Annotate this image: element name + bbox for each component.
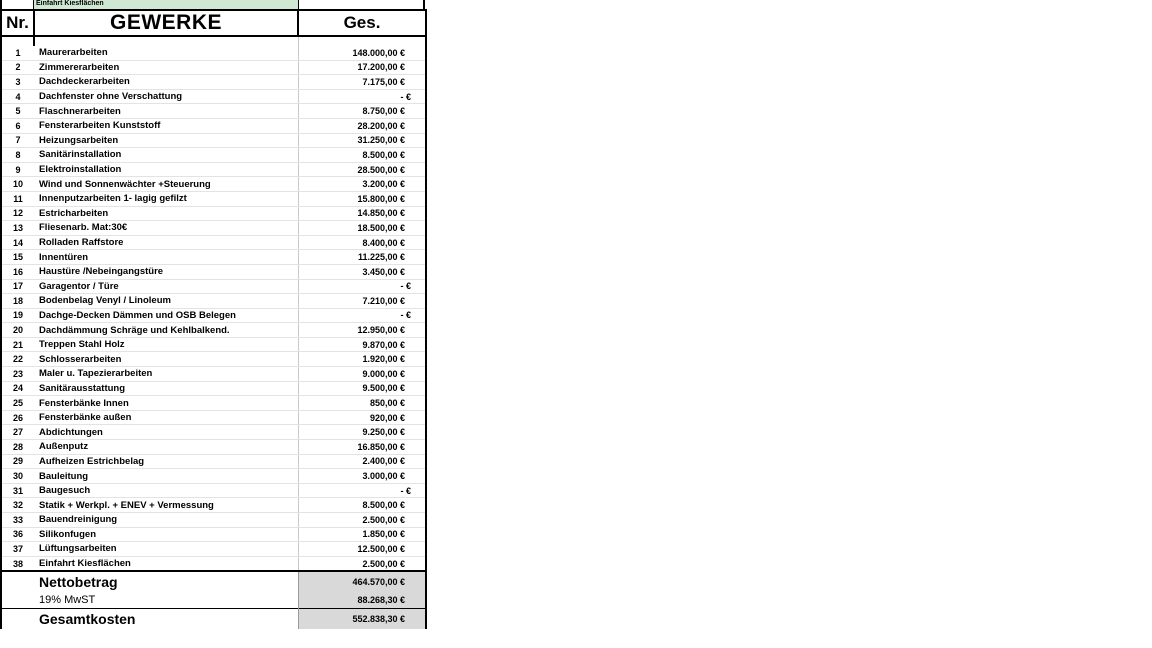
header-spacer-row <box>1 36 426 46</box>
cell-nr: 29 <box>1 454 34 469</box>
table-row <box>1 425 426 440</box>
table-row <box>1 191 426 206</box>
table-row <box>1 294 426 309</box>
cell-nr: 12 <box>1 206 34 221</box>
cell-total: 14.850,00 € <box>298 206 426 221</box>
cell-gewerk-name: Treppen Stahl Holz <box>34 337 298 352</box>
cell-total: 31.250,00 € <box>298 133 426 148</box>
cell-total: 2.500,00 € <box>298 513 426 528</box>
cell-gewerk-name: Zimmererarbeiten <box>34 60 298 75</box>
cell-nr: 3 <box>1 75 34 90</box>
table-row <box>1 60 426 75</box>
net-total-value: 464.570,00 € <box>298 571 426 592</box>
cell-nr: 11 <box>1 191 34 206</box>
spacer-name-cell <box>34 36 298 46</box>
table-row <box>1 264 426 279</box>
cell-total: - € <box>298 483 426 498</box>
cell-gewerk-name: Rolladen Raffstore <box>34 235 298 250</box>
cell-gewerk-name: Lüftungsarbeiten <box>34 542 298 557</box>
table-row <box>1 527 426 542</box>
cell-gewerk-name: Flaschnerarbeiten <box>34 104 298 119</box>
cell-total: 850,00 € <box>298 396 426 411</box>
tax-row <box>1 592 426 609</box>
table-row <box>1 556 426 571</box>
table-body <box>1 10 426 629</box>
table-row <box>1 454 426 469</box>
cell-total: 9.250,00 € <box>298 425 426 440</box>
cell-nr: 7 <box>1 133 34 148</box>
table-row <box>1 250 426 265</box>
cost-overview-sheet <box>0 0 425 629</box>
cut-off-nr-cell <box>2 0 34 9</box>
cell-nr-empty <box>1 592 34 609</box>
cell-gewerk-name: Sanitärinstallation <box>34 148 298 163</box>
table-row <box>1 206 426 221</box>
cell-gewerk-name: Dachdämmung Schräge und Kehlbalkend. <box>34 323 298 338</box>
cell-gewerk-name: Innenputzarbeiten 1- lagig gefilzt <box>34 191 298 206</box>
cell-total: 18.500,00 € <box>298 221 426 236</box>
cell-total: - € <box>298 279 426 294</box>
cell-nr: 24 <box>1 381 34 396</box>
table-row <box>1 381 426 396</box>
cell-gewerk-name: Abdichtungen <box>34 425 298 440</box>
cell-nr: 38 <box>1 556 34 571</box>
cell-total: 8.500,00 € <box>298 148 426 163</box>
spacer-nr-cell <box>1 36 34 46</box>
spacer-total-cell <box>298 36 426 46</box>
cell-nr: 14 <box>1 235 34 250</box>
cell-nr-empty <box>1 571 34 592</box>
cell-total: 1.920,00 € <box>298 352 426 367</box>
table-row <box>1 133 426 148</box>
table-row <box>1 177 426 192</box>
cell-total: 920,00 € <box>298 410 426 425</box>
cell-gewerk-name: Dachfenster ohne Verschattung <box>34 89 298 104</box>
cell-gewerk-name: Maurerarbeiten <box>34 46 298 60</box>
net-total-row <box>1 571 426 592</box>
cell-nr: 19 <box>1 308 34 323</box>
cell-nr: 23 <box>1 367 34 382</box>
cell-gewerk-name: Statik + Werkpl. + ENEV + Vermessung <box>34 498 298 513</box>
cell-nr: 17 <box>1 279 34 294</box>
table-row <box>1 162 426 177</box>
grand-total-row <box>1 609 426 630</box>
table-row <box>1 440 426 455</box>
cell-gewerk-name: Fliesenarb. Mat:30€ <box>34 221 298 236</box>
cell-gewerk-name: Außenputz <box>34 440 298 455</box>
cell-nr: 31 <box>1 483 34 498</box>
table-row <box>1 483 426 498</box>
table-row <box>1 469 426 484</box>
cell-total: 8.500,00 € <box>298 498 426 513</box>
cell-total: 16.850,00 € <box>298 440 426 455</box>
cell-gewerk-name: Schlosserarbeiten <box>34 352 298 367</box>
cell-nr: 25 <box>1 396 34 411</box>
cell-nr: 22 <box>1 352 34 367</box>
cell-nr: 8 <box>1 148 34 163</box>
cell-nr: 37 <box>1 542 34 557</box>
table-row <box>1 118 426 133</box>
grand-total-value: 552.838,30 € <box>298 609 426 630</box>
cell-nr: 26 <box>1 410 34 425</box>
cut-off-total-cell <box>299 0 423 9</box>
table-row <box>1 513 426 528</box>
cell-nr: 2 <box>1 60 34 75</box>
column-header-total: Ges. <box>298 10 426 36</box>
cell-nr-empty <box>1 609 34 630</box>
cell-gewerk-name: Dachge-Decken Dämmen und OSB Belegen <box>34 308 298 323</box>
cell-gewerk-name: Bauendreinigung <box>34 513 298 528</box>
cell-nr: 13 <box>1 221 34 236</box>
cell-nr: 16 <box>1 264 34 279</box>
cell-nr: 10 <box>1 177 34 192</box>
cell-nr: 20 <box>1 323 34 338</box>
cell-total: 3.450,00 € <box>298 264 426 279</box>
cell-gewerk-name: Bodenbelag Venyl / Linoleum <box>34 294 298 309</box>
cut-off-label: Einfahrt Kiesflächen <box>36 0 104 7</box>
table-header-row <box>1 10 426 36</box>
cell-gewerk-name: Haustüre /Nebeingangstüre <box>34 264 298 279</box>
column-header-nr: Nr. <box>1 10 34 36</box>
cell-nr: 33 <box>1 513 34 528</box>
cell-total: 148.000,00 € <box>298 46 426 60</box>
cell-gewerk-name: Aufheizen Estrichbelag <box>34 454 298 469</box>
table-row <box>1 235 426 250</box>
table-row <box>1 279 426 294</box>
table-row <box>1 323 426 338</box>
cell-gewerk-name: Innentüren <box>34 250 298 265</box>
table-row <box>1 308 426 323</box>
cell-gewerk-name: Elektroinstallation <box>34 162 298 177</box>
cell-gewerk-name: Fensterbänke Innen <box>34 396 298 411</box>
gewerke-table <box>0 9 427 629</box>
cell-nr: 27 <box>1 425 34 440</box>
cell-gewerk-name: Dachdeckerarbeiten <box>34 75 298 90</box>
cell-total: 28.500,00 € <box>298 162 426 177</box>
cell-nr: 4 <box>1 89 34 104</box>
cell-nr: 36 <box>1 527 34 542</box>
table-row <box>1 396 426 411</box>
cell-gewerk-name: Sanitärausstattung <box>34 381 298 396</box>
cell-total: 1.850,00 € <box>298 527 426 542</box>
cell-nr: 30 <box>1 469 34 484</box>
table-row <box>1 89 426 104</box>
cell-total: 2.500,00 € <box>298 556 426 571</box>
cell-total: 8.400,00 € <box>298 235 426 250</box>
cut-off-top-row <box>0 0 425 9</box>
cell-gewerk-name: Wind und Sonnenwächter +Steuerung <box>34 177 298 192</box>
cell-total: 12.500,00 € <box>298 542 426 557</box>
cut-off-name-cell <box>34 0 299 9</box>
cell-gewerk-name: Garagentor / Türe <box>34 279 298 294</box>
cell-total: 12.950,00 € <box>298 323 426 338</box>
cell-gewerk-name: Maler u. Tapezierarbeiten <box>34 367 298 382</box>
cell-gewerk-name: Estricharbeiten <box>34 206 298 221</box>
cell-nr: 15 <box>1 250 34 265</box>
column-header-gewerke: GEWERKE <box>34 10 298 36</box>
cell-gewerk-name: Fensterarbeiten Kunststoff <box>34 118 298 133</box>
table-row <box>1 337 426 352</box>
grand-total-label: Gesamtkosten <box>34 609 298 630</box>
table-row <box>1 46 426 60</box>
cell-total: 15.800,00 € <box>298 191 426 206</box>
tax-label: 19% MwST <box>34 592 298 609</box>
cell-gewerk-name: Silikonfugen <box>34 527 298 542</box>
cell-total: 7.175,00 € <box>298 75 426 90</box>
table-row <box>1 410 426 425</box>
cell-total: - € <box>298 89 426 104</box>
net-total-label: Nettobetrag <box>34 571 298 592</box>
table-row <box>1 104 426 119</box>
cell-total: 9.000,00 € <box>298 367 426 382</box>
cell-gewerk-name: Baugesuch <box>34 483 298 498</box>
table-row <box>1 221 426 236</box>
cell-total: 28.200,00 € <box>298 118 426 133</box>
table-row <box>1 542 426 557</box>
cell-nr: 1 <box>1 46 34 60</box>
cell-total: 8.750,00 € <box>298 104 426 119</box>
table-row <box>1 148 426 163</box>
cell-total: 9.500,00 € <box>298 381 426 396</box>
cell-total: 9.870,00 € <box>298 337 426 352</box>
cell-total: 7.210,00 € <box>298 294 426 309</box>
cell-gewerk-name: Bauleitung <box>34 469 298 484</box>
table-row <box>1 352 426 367</box>
table-row <box>1 367 426 382</box>
cell-nr: 18 <box>1 294 34 309</box>
table-row <box>1 498 426 513</box>
cell-total: - € <box>298 308 426 323</box>
cell-total: 2.400,00 € <box>298 454 426 469</box>
table-row <box>1 75 426 90</box>
cell-total: 17.200,00 € <box>298 60 426 75</box>
cell-nr: 9 <box>1 162 34 177</box>
cell-total: 11.225,00 € <box>298 250 426 265</box>
cell-nr: 5 <box>1 104 34 119</box>
cell-total: 3.000,00 € <box>298 469 426 484</box>
cell-nr: 21 <box>1 337 34 352</box>
tax-value: 88.268,30 € <box>298 592 426 609</box>
cell-gewerk-name: Einfahrt Kiesflächen <box>34 556 298 571</box>
cell-gewerk-name: Fensterbänke außen <box>34 410 298 425</box>
cell-nr: 6 <box>1 118 34 133</box>
cell-gewerk-name: Heizungsarbeiten <box>34 133 298 148</box>
cell-nr: 32 <box>1 498 34 513</box>
cell-nr: 28 <box>1 440 34 455</box>
cell-total: 3.200,00 € <box>298 177 426 192</box>
